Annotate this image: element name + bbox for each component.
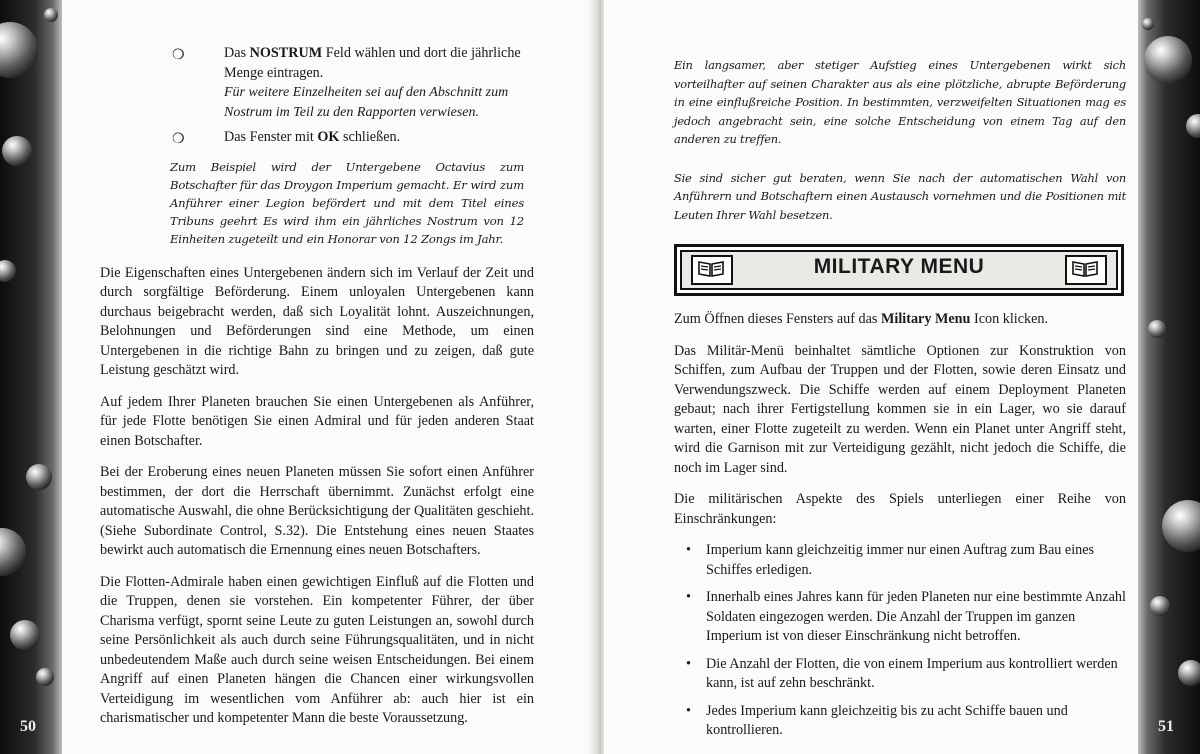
right-page	[604, 0, 1200, 754]
section-title: MILITARY MENU	[813, 255, 985, 278]
page-number: 51	[1158, 718, 1174, 735]
left-page-edge-decoration	[0, 0, 62, 754]
bullet-dot-icon: •	[686, 655, 691, 672]
section-banner	[674, 244, 1124, 296]
decorative-sphere	[36, 668, 54, 686]
list-item	[674, 655, 1126, 694]
list-item	[674, 588, 1126, 647]
list-item	[100, 44, 534, 83]
list-item	[674, 541, 1126, 580]
bullet-dot-icon: •	[686, 542, 691, 558]
list-item-text: Das Fenster mit	[224, 129, 318, 145]
list-item	[674, 702, 1126, 741]
list-item-text: Feld wählen und dort die jährliche Menge eintragen.	[224, 45, 521, 81]
decorative-sphere	[44, 8, 58, 22]
decorative-sphere	[2, 136, 32, 166]
list-item-text: Innerhalb eines Jahres kann für jeden Planeten nur eine bestimmte Anzahl Soldaten eingezogen werden. Die Anzahl der Truppen im ganzen Imperium ist von dieser Einschränkung nicht betroffen.	[706, 589, 1126, 644]
note: Sie sind sicher gut beraten, wenn Sie nach der automatischen Wahl von Anführern und Botschaftern einen Austausch vornehmen und die Positionen mit Leuten Ihrer Wahl besetzen.	[674, 170, 1126, 222]
intro-bold: Military Menu	[881, 311, 971, 327]
hollow-circle-bullet-icon: ❍	[172, 132, 185, 147]
decorative-sphere	[1144, 36, 1192, 84]
decorative-sphere	[0, 528, 26, 576]
hollow-circle-bullet-icon: ❍	[172, 48, 185, 63]
note: Ein langsamer, aber stetiger Aufstieg eines Untergebenen wirkt sich vorteilhafter auf seinen Charakter aus als eine plötzliche, abrupte Beförderung in eine einflußreiche Position. In bestimmten, verzweifelten Situationen mag es jedoch angebracht sein, eine solche Entscheidung von einem Tag auf den anderen zu treffen.	[674, 58, 1126, 146]
paragraph: Die militärischen Aspekte des Spiels unterliegen einer Reihe von Einschränkungen:	[674, 491, 1126, 527]
list-item-text: Imperium kann gleichzeitig immer nur einen Auftrag zum Bau eines Schiffes erledigen.	[706, 542, 1095, 578]
list-item-text: Jedes Imperium kann gleichzeitig bis zu acht Schiffe bauen und kontrollieren.	[706, 702, 1068, 738]
restrictions-list	[674, 541, 1126, 741]
intro-text: Zum Öffnen dieses Fensters auf das	[674, 311, 881, 327]
decorative-sphere	[10, 620, 40, 650]
decorative-sphere	[1178, 660, 1200, 686]
intro-text: Icon klicken.	[970, 311, 1049, 327]
paragraph: Das Militär-Menü beinhaltet sämtliche Optionen zur Konstruktion von Schiffen, zum Aufbau der Truppen und der Flotten, sowie deren Einsatz und Verwendungszweck. Die Schiffe werden auf einem Deployment Planeten gebaut; nach ihrer Fertigstellung kommen sie in ein Lager, wo sie darauf warten, einer Flotte zugeteilt zu werden. Wenn ein Planet unter Angriff steht, wird die Garnison mit zur Verteidigung gezählt, nicht jedoch die Schiffe, die noch im Lager sind.	[674, 342, 1126, 476]
left-page-content	[100, 44, 534, 741]
paragraph: Die Flotten-Admirale haben einen gewichtigen Einfluß auf die Flotten und die Truppen, denen sie vorstehen. Ein kompetenter Führer, der über Charisma verfügt, spornt seine Leute zu guten Leistungen an, sowohl durch seine Persönlichkeit als auch durch seine Führungsqualitäten, und in nicht unbedeutendem Maße auch durch seine weisen Entscheidungen. Bei einem Angriff auf einen Planeten hängen die Chancen einer wirkungsvollen Verteidigung im wesentlichen vom Anführer ab: auch hier ist ein charismatischer und kompetenter Mann die beste Voraussetzung.	[100, 573, 534, 726]
page-number: 50	[20, 718, 36, 735]
decorative-sphere	[1162, 500, 1200, 552]
list-item-text: Die Anzahl der Flotten, die von einem Imperium aus kontrolliert werden kann, ist auf zehn beschränkt.	[706, 655, 1118, 691]
decorative-sphere	[1148, 320, 1166, 338]
book-icon	[1065, 255, 1107, 285]
decorative-sphere	[0, 22, 38, 78]
decorative-sphere	[1186, 114, 1200, 138]
bullet-dot-icon: •	[686, 702, 691, 719]
bullet-dot-icon: •	[686, 589, 691, 605]
paragraph: Die Eigenschaften eines Untergebenen ändern sich im Verlauf der Zeit und durch sorgfältige Beförderung. Einem unloyalen Untergebenen kann durchaus beigebracht werden, daß sich Loyalität lohnt. Auszeichnungen, Belohnungen und Beförderungen sind eine Methode, um einen Untergebenen in die richtige Bahn zu bringen und zu zeigen, daß gute Leistung geschätzt wird.	[100, 264, 534, 378]
left-page	[0, 0, 596, 754]
paragraph: Auf jedem Ihrer Planeten brauchen Sie einen Untergebenen als Anführer, für jede Flotte benötigen Sie einen Admiral und für jeden anderen Staat einen Botschafter.	[100, 393, 534, 449]
list-item-note: Für weitere Einzelheiten sei auf den Abschnitt zum Nostrum im Teil zu den Rapporten verwiesen.	[224, 85, 509, 120]
list-item	[100, 128, 534, 148]
example-note: Zum Beispiel wird der Untergebene Octavius zum Botschafter für das Droygon Imperium gemacht. Er wird zum Anführer einer Legion befördert und mit dem Titel eines Tribuns geehrt Es wird ihm ein jährliches Nostrum von 12 Einheiten zugeteilt und ein Honorar von 12 Zongs im Jahr.	[170, 159, 524, 246]
paragraph-intro	[674, 310, 1126, 330]
right-page-edge-decoration	[1138, 0, 1200, 754]
decorative-sphere	[0, 260, 16, 282]
list-item-text: Das	[224, 45, 250, 61]
decorative-sphere	[1150, 596, 1170, 616]
list-item-bold: OK	[317, 129, 340, 145]
list-item-bold: NOSTRUM	[249, 45, 323, 61]
decorative-sphere	[26, 464, 52, 490]
list-item-text: schließen.	[339, 129, 401, 145]
decorative-sphere	[1142, 18, 1154, 30]
right-page-content	[674, 56, 1126, 749]
paragraph: Bei der Eroberung eines neuen Planeten müssen Sie sofort einen Anführer bestimmen, der dort die Herrschaft übernimmt. Zunächst erfolgt eine automatische Auswahl, die ohne Berücksichtigung der Qualitäten geschieht. (Siehe Subordinate Control, S.32). Die Entstehung eines neuen Staates bewirkt auch automatisch die Ernennung eines neuen Botschafters.	[100, 464, 534, 558]
